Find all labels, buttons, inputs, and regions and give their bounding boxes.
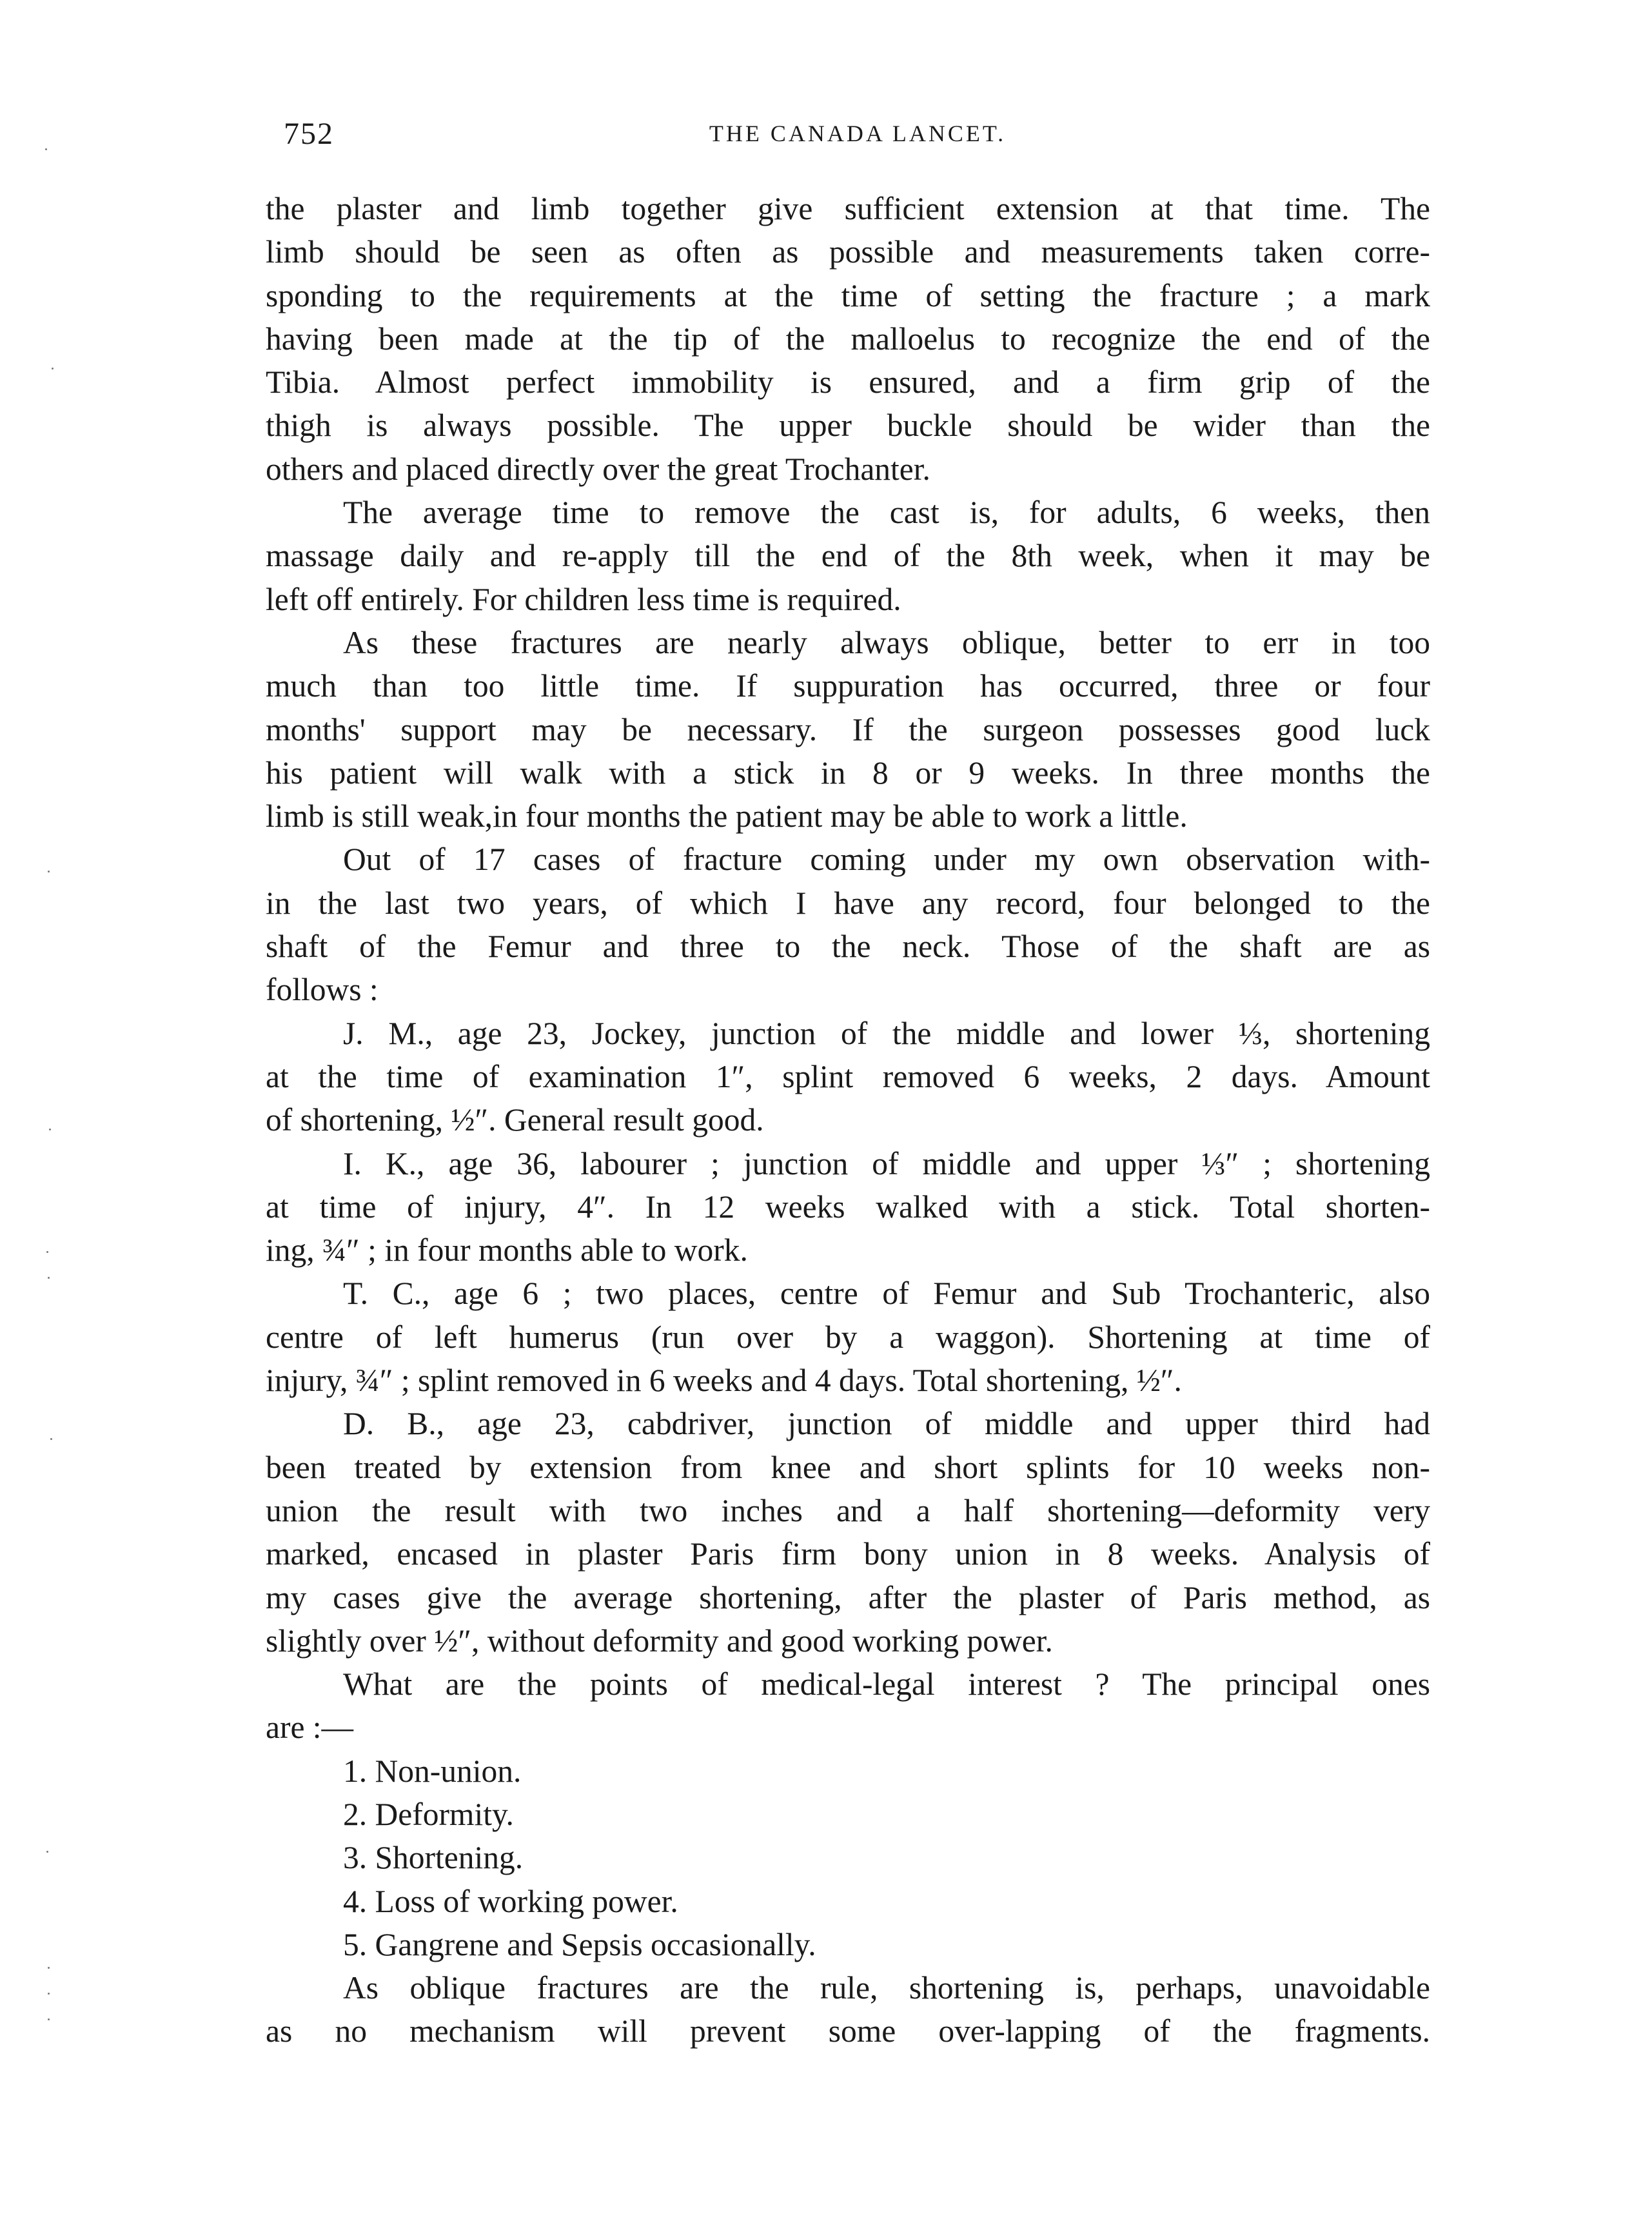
text-line: injury, ¾″ ; splint removed in 6 weeks and 4 days. Total shortening, ½″. xyxy=(266,1363,1182,1399)
text-line: follows : xyxy=(266,972,379,1008)
text-line: marked, encased in plaster Paris firm bony union in 8 weeks. Analysis of xyxy=(266,1536,1430,1572)
paragraph xyxy=(266,1923,1430,1966)
paragraph xyxy=(266,1966,1430,2053)
text-line: As these fractures are nearly always oblique, better to err in too xyxy=(343,624,1430,660)
text-line: 1. Non-union. xyxy=(343,1753,522,1789)
text-line: centre of left humerus (run over by a waggon). Shortening at time of xyxy=(266,1319,1430,1355)
paragraph xyxy=(266,838,1430,1011)
text-line: union the result with two inches and a half shortening—deformity very xyxy=(266,1492,1430,1528)
text-line: 3. Shortening. xyxy=(343,1840,524,1876)
text-line: limb should be seen as often as possible and measurements taken corre- xyxy=(266,234,1430,270)
text-line: having been made at the tip of the malloelus to recognize the end of the xyxy=(266,321,1430,357)
text-line: ing, ¾″ ; in four months able to work. xyxy=(266,1232,748,1268)
paragraph xyxy=(266,1750,1430,1793)
text-line: What are the points of medical-legal interest ? The principal ones xyxy=(343,1666,1430,1702)
paragraph xyxy=(266,1793,1430,1836)
paragraph xyxy=(266,1012,1430,1142)
text-line: 2. Deformity. xyxy=(343,1796,514,1832)
text-line: my cases give the average shortening, after the plaster of Paris method, as xyxy=(266,1579,1430,1615)
text-line: as no mechanism will prevent some over-lapping of the fragments. xyxy=(266,2013,1430,2049)
text-line: 4. Loss of working power. xyxy=(343,1883,678,1919)
text-line: at time of injury, 4″. In 12 weeks walked with a stick. Total shorten- xyxy=(266,1188,1430,1225)
text-line: the plaster and limb together give sufficient extension at that time. The xyxy=(266,191,1430,226)
text-line: others and placed directly over the great Trochanter. xyxy=(266,451,930,487)
text-line: in the last two years, of which I have any record, four belonged to the xyxy=(266,885,1430,921)
text-line: 5. Gangrene and Sepsis occasionally. xyxy=(343,1926,816,1962)
text-line: his patient will walk with a stick in 8 or 9 weeks. In three months the xyxy=(266,754,1430,791)
text-line: much than too little time. If suppuration has occurred, three or four xyxy=(266,668,1430,704)
text-line: of shortening, ½″. General result good. xyxy=(266,1102,764,1138)
paragraph xyxy=(266,491,1430,621)
text-line: massage daily and re-apply till the end of the 8th week, when it may be xyxy=(266,538,1430,574)
paragraph xyxy=(266,1272,1430,1402)
text-line: I. K., age 36, labourer ; junction of middle and upper ⅓″ ; shortening xyxy=(343,1145,1430,1181)
paragraph xyxy=(266,1836,1430,1879)
text-line: slightly over ½″, without deformity and good working power. xyxy=(266,1622,1053,1659)
text-line: J. M., age 23, Jockey, junction of the middle and lower ⅓, shortening xyxy=(343,1015,1430,1051)
text-line: T. C., age 6 ; two places, centre of Femur and Sub Trochanteric, also xyxy=(343,1276,1430,1312)
page-number: 752 xyxy=(284,117,334,151)
running-title: THE CANADA LANCET. xyxy=(709,121,1007,146)
text-line: Out of 17 cases of fracture coming under my own observation with- xyxy=(343,842,1430,878)
text-line: Tibia. Almost perfect immobility is ensured, and a firm grip of the xyxy=(266,364,1430,400)
text-line: The average time to remove the cast is, for adults, 6 weeks, then xyxy=(343,495,1430,531)
text-line: As oblique fractures are the rule, shortening is, perhaps, unavoidable xyxy=(343,1970,1430,2006)
text-line: thigh is always possible. The upper buckle should be wider than the xyxy=(266,408,1430,444)
text-line: left off entirely. For children less time is required. xyxy=(266,581,901,617)
paragraph xyxy=(266,1662,1430,1750)
paragraph xyxy=(266,1402,1430,1662)
page-header xyxy=(284,116,1431,161)
text-line: are :— xyxy=(266,1710,354,1746)
text-line: limb is still weak,in four months the patient may be able to work a little. xyxy=(266,798,1188,834)
text-line: D. B., age 23, cabdriver, junction of middle and upper third had xyxy=(343,1406,1430,1442)
paragraph xyxy=(266,187,1430,491)
text-line: shaft of the Femur and three to the neck. Those of the shaft are as xyxy=(266,929,1430,965)
text-line: sponding to the requirements at the time of setting the fracture ; a mark xyxy=(266,277,1430,313)
scan-margin-specks xyxy=(39,97,64,2160)
paragraph xyxy=(266,1142,1430,1272)
text-line: months' support may be necessary. If the surgeon possesses good luck xyxy=(266,711,1430,747)
paragraph xyxy=(266,1880,1430,1923)
body-text xyxy=(266,187,1430,2053)
paragraph xyxy=(266,621,1430,838)
text-line: at the time of examination 1″, splint removed 6 weeks, 2 days. Amount xyxy=(266,1058,1430,1094)
text-line: been treated by extension from knee and short splints for 10 weeks non- xyxy=(266,1449,1430,1485)
